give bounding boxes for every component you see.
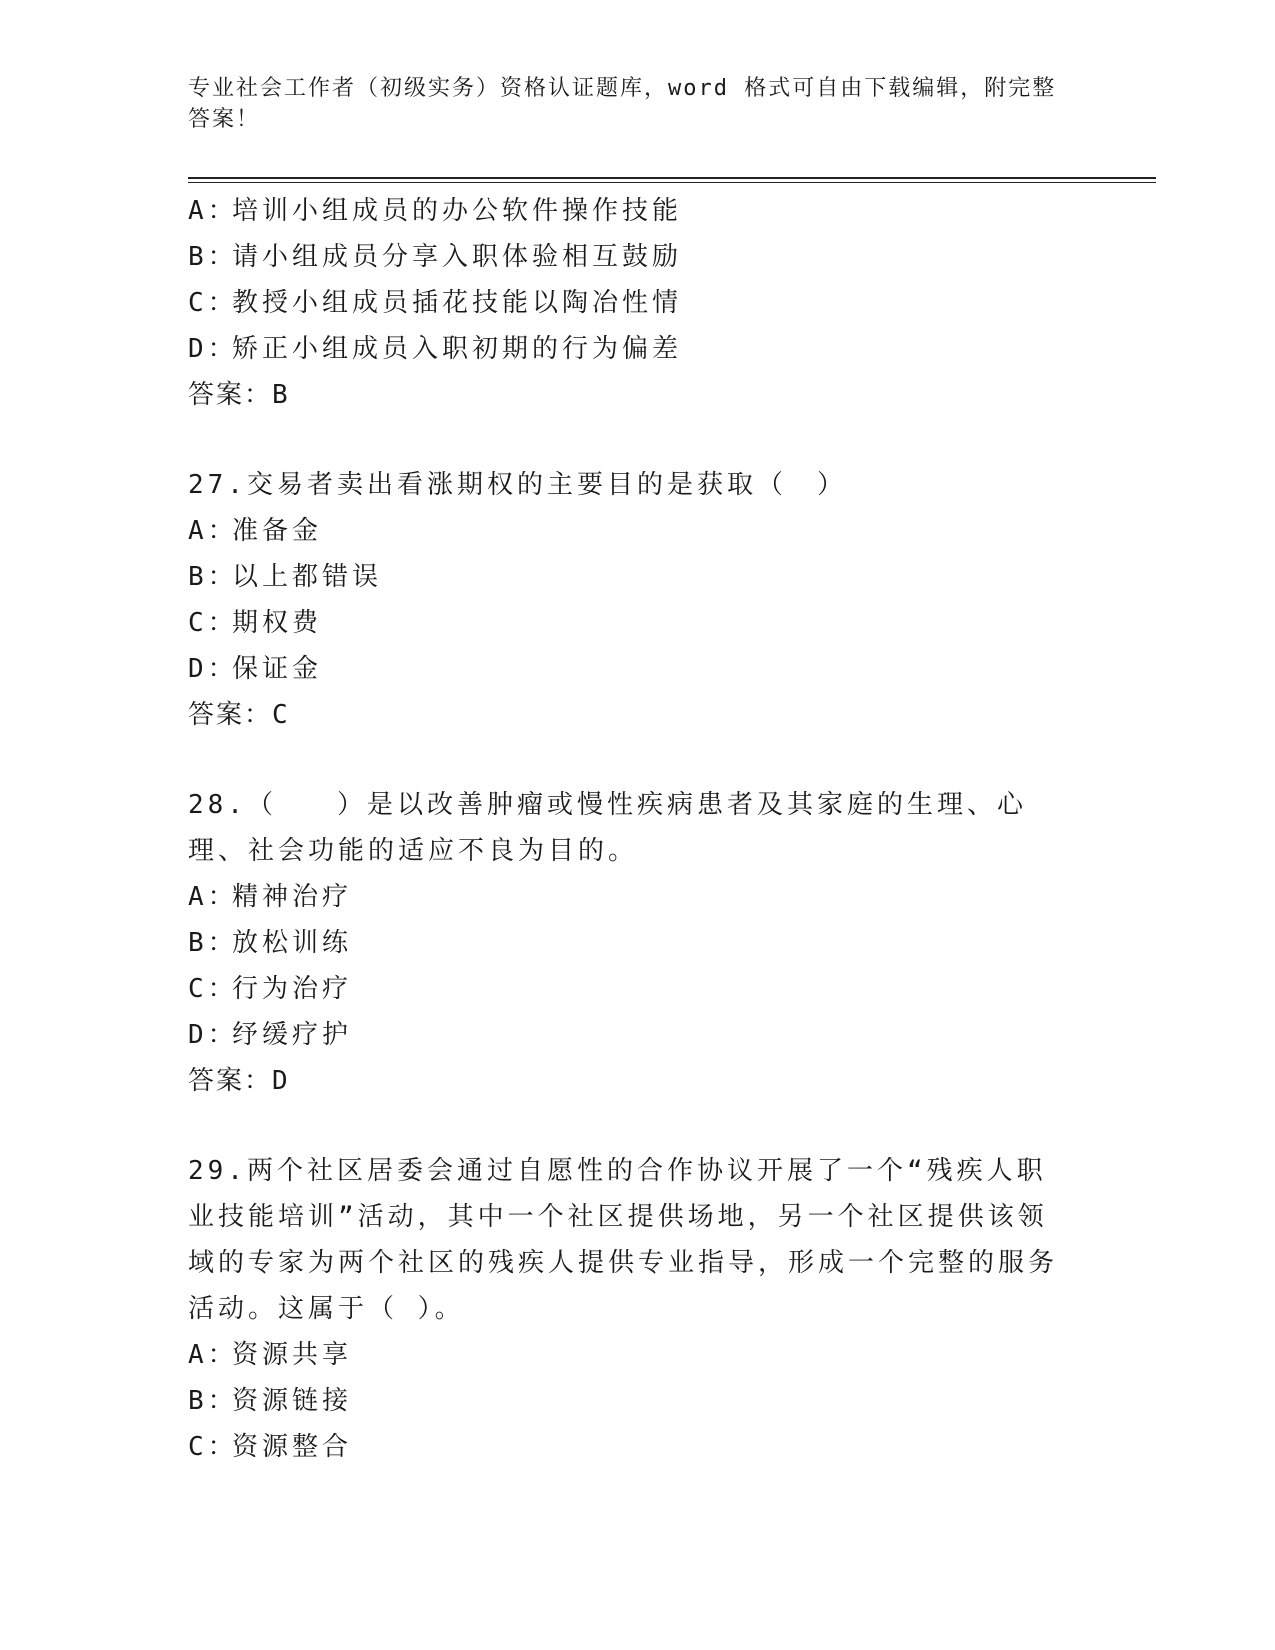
document-header: 专业社会工作者（初级实务）资格认证题库，word 格式可自由下载编辑，附完整答案！	[188, 76, 1057, 132]
question-26	[188, 188, 1088, 418]
option-key: D：	[188, 334, 238, 364]
option-a	[188, 874, 1088, 920]
header-rule-thick	[188, 177, 1156, 179]
question-stem: 27.交易者卖出看涨期权的主要目的是获取（ ）	[188, 470, 847, 500]
option-text: 放松训练	[232, 928, 353, 958]
option-b	[188, 1378, 1088, 1424]
option-b	[188, 234, 1088, 280]
option-key: B：	[188, 562, 238, 592]
option-key: B：	[188, 1386, 238, 1416]
answer-value: B	[272, 380, 290, 410]
option-text: 请小组成员分享入职体验相互鼓励	[232, 242, 683, 272]
spacer	[188, 738, 1088, 782]
option-key: A：	[188, 882, 238, 912]
option-text: 期权费	[232, 608, 323, 638]
answer-line	[188, 1058, 1088, 1104]
option-b	[188, 554, 1088, 600]
option-text: 以上都错误	[232, 562, 383, 592]
spacer	[188, 418, 1088, 462]
answer-line	[188, 692, 1088, 738]
option-d	[188, 646, 1088, 692]
option-text: 准备金	[232, 516, 323, 546]
option-text: 纾缓疗护	[232, 1020, 353, 1050]
option-key: C：	[188, 1432, 238, 1462]
option-text: 精神治疗	[232, 882, 353, 912]
answer-label: 答案：	[188, 380, 273, 410]
option-c	[188, 966, 1088, 1012]
question-content	[188, 188, 1088, 1470]
option-text: 保证金	[232, 654, 323, 684]
answer-value: D	[272, 1066, 290, 1096]
option-key: C：	[188, 608, 238, 638]
option-key: D：	[188, 1020, 238, 1050]
question-29	[188, 1148, 1088, 1470]
answer-value: C	[272, 700, 290, 730]
header-rule-thin	[188, 182, 1156, 183]
option-key: B：	[188, 928, 238, 958]
option-text: 矫正小组成员入职初期的行为偏差	[232, 334, 683, 364]
option-a	[188, 188, 1088, 234]
question-27	[188, 462, 1088, 738]
option-d	[188, 1012, 1088, 1058]
question-stem: 28.（ ）是以改善肿瘤或慢性疾病患者及其家庭的生理、心理、社会功能的适应不良为目的。	[188, 790, 1027, 866]
option-b	[188, 920, 1088, 966]
option-text: 行为治疗	[232, 974, 353, 1004]
option-text: 教授小组成员插花技能以陶冶性情	[232, 288, 683, 318]
question-stem: 29.两个社区居委会通过自愿性的合作协议开展了一个“残疾人职业技能培训”活动，其中一个社区提供场地，另一个社区提供该领域的专家为两个社区的残疾人提供专业指导，形成一个完整的服务活动。这属于（ ）。	[188, 1156, 1059, 1324]
option-text: 资源整合	[232, 1432, 353, 1462]
option-text: 资源链接	[232, 1386, 353, 1416]
question-28	[188, 782, 1088, 1104]
option-key: A：	[188, 1340, 238, 1370]
option-text: 资源共享	[232, 1340, 353, 1370]
option-key: C：	[188, 974, 238, 1004]
answer-line	[188, 372, 1088, 418]
option-text: 培训小组成员的办公软件操作技能	[232, 196, 683, 226]
option-key: A：	[188, 196, 238, 226]
option-key: C：	[188, 288, 238, 318]
answer-label: 答案：	[188, 1066, 273, 1096]
option-c	[188, 280, 1088, 326]
answer-label: 答案：	[188, 700, 273, 730]
option-key: A：	[188, 516, 238, 546]
option-c	[188, 1424, 1088, 1470]
option-c	[188, 600, 1088, 646]
option-key: B：	[188, 242, 238, 272]
option-key: D：	[188, 654, 238, 684]
option-d	[188, 326, 1088, 372]
option-a	[188, 1332, 1088, 1378]
option-a	[188, 508, 1088, 554]
spacer	[188, 1104, 1088, 1148]
